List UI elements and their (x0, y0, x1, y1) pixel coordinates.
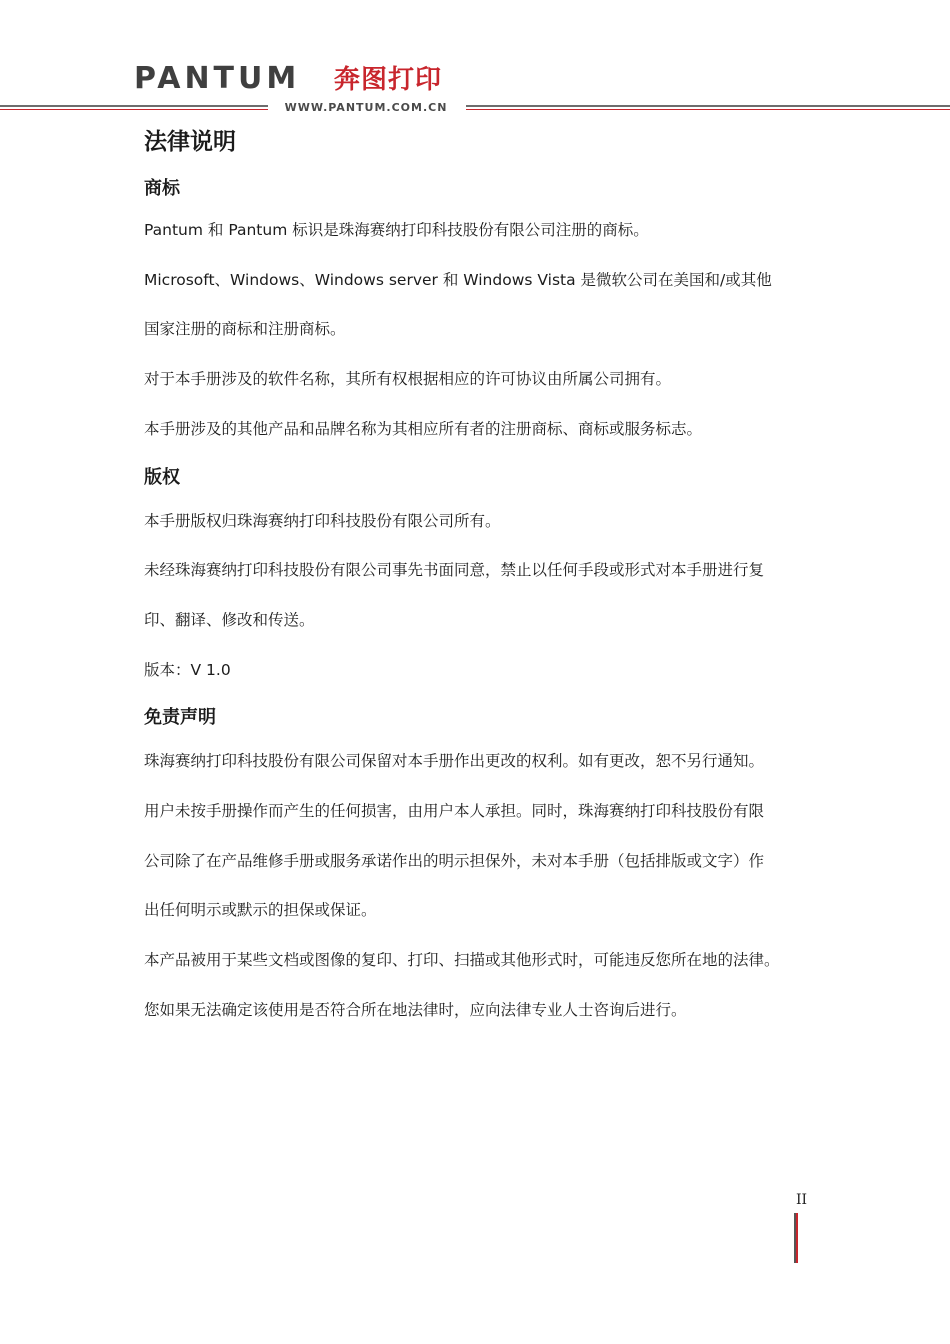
pantum-logo-wordmark: PANTUM (134, 61, 301, 96)
paragraph: 出任何明示或默示的担保或保证。 (144, 901, 377, 920)
pantum-website-url: WWW.PANTUM.COM.CN (268, 101, 464, 115)
paragraph: 本手册涉及的其他产品和品牌名称为其相应所有者的注册商标、商标或服务标志。 (144, 419, 703, 438)
paragraph: 用户未按手册操作而产生的任何损害，由用户本人承担。同时，珠海赛纳打印科技股份有限 (144, 802, 765, 821)
pantum-logo-chinese: 奔图打印 (334, 65, 443, 95)
header-rule-red-left (0, 109, 268, 110)
paragraph: 国家注册的商标和注册商标。 (144, 320, 346, 339)
page-header (0, 0, 950, 120)
section-heading-trademark: 商标 (144, 178, 180, 199)
version-line: 版本：V 1.0 (144, 660, 231, 679)
document-title: 法律说明 (144, 129, 236, 155)
paragraph: 对于本手册涉及的软件名称，其所有权根据相应的许可协议由所属公司拥有。 (144, 370, 672, 389)
section-copyright (144, 455, 814, 696)
paragraph: 本手册版权归珠海赛纳打印科技股份有限公司所有。 (144, 511, 501, 530)
page-number-accent-bar (794, 1213, 798, 1263)
header-rule-red-right (466, 109, 950, 110)
section-disclaimer (144, 695, 814, 1035)
section-heading-copyright: 版权 (144, 466, 180, 488)
section-heading-disclaimer: 免责声明 (144, 707, 216, 729)
paragraph: 您如果无法确定该使用是否符合所在地法律时，应向法律专业人士咨询后进行。 (144, 1000, 687, 1019)
header-rule-gray-left (0, 105, 268, 107)
paragraph: 公司除了在产品维修手册或服务承诺作出的明示担保外，未对本手册（包括排版或文字）作 (144, 851, 765, 870)
paragraph: 印、翻译、修改和传送。 (144, 610, 315, 629)
paragraph: Microsoft、Windows、Windows server 和 Windows Vista 是微软公司在美国和/或其他 (144, 270, 772, 289)
paragraph: 珠海赛纳打印科技股份有限公司保留对本手册作出更改的权利。如有更改，恕不另行通知。 (144, 752, 765, 771)
paragraph: 未经珠海赛纳打印科技股份有限公司事先书面同意，禁止以任何手段或形式对本手册进行复 (144, 561, 765, 580)
paragraph: 本产品被用于某些文档或图像的复印、打印、扫描或其他形式时，可能违反您所在地的法律。 (144, 951, 780, 970)
paragraph: Pantum 和 Pantum 标识是珠海赛纳打印科技股份有限公司注册的商标。 (144, 221, 649, 239)
section-trademark (144, 162, 814, 455)
header-rule-gray-right (466, 105, 950, 107)
document-body (144, 124, 814, 1036)
page-number: II (796, 1192, 808, 1208)
